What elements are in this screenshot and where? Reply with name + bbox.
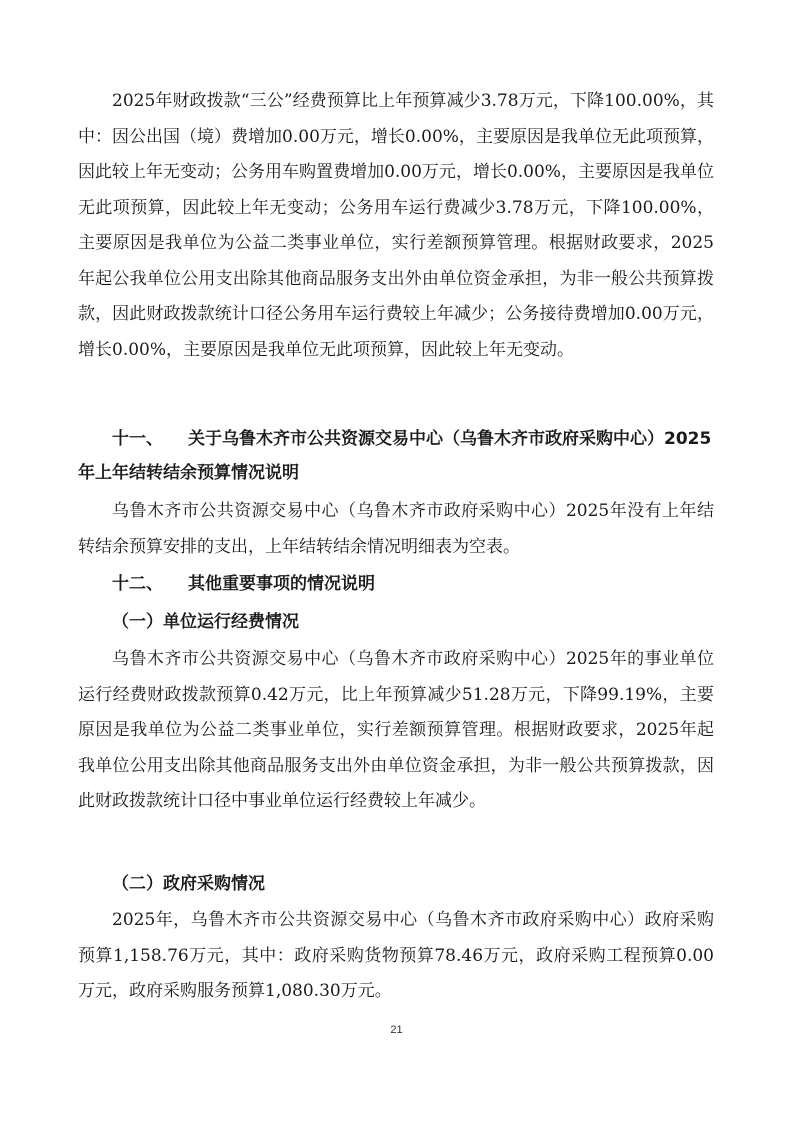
page-number: 21 [390,1024,403,1036]
section-11-title: 关于乌鲁木齐市公共资源交易中心（乌鲁木齐市政府采购中心）2025年上年结转结余预算情况说明 [78,429,712,483]
section-12-number: 十二、 [112,574,163,594]
section-12-heading [78,567,714,601]
subsection-operating-expenses-heading: （一）单位运行经费情况 [112,612,299,632]
subsection-procurement-heading: （二）政府采购情况 [112,874,265,894]
section-12-title: 其他重要事项的情况说明 [188,574,375,594]
section-11-number: 十一、 [112,429,163,449]
paragraph-carryover: 乌鲁木齐市公共资源交易中心（乌鲁木齐市政府采购中心）2025年没有上年结转结余预算安排的支出，上年结转结余情况明细表为空表。 [78,501,714,557]
section-11-heading [78,422,714,490]
paragraph-procurement: 2025年，乌鲁木齐市公共资源交易中心（乌鲁木齐市政府采购中心）政府采购预算1,158.76万元，其中：政府采购货物预算78.46万元，政府采购工程预算0.00万元，政府采购服务预算1,080.30万元。 [78,910,714,1001]
paragraph-operating-expenses: 乌鲁木齐市公共资源交易中心（乌鲁木齐市政府采购中心）2025年的事业单位运行经费财政拨款预算0.42万元，比上年预算减少51.28万元，下降99.19%，主要原因是我单位为公益二类事业单位，实行差额预算管理。根据财政要求，2025年起我单位公用支出除其他商品服务支出外由单位资金承担，为非一般公共预算拨款，因此财政拨款统计口径中事业单位运行经费较上年减少。 [78,649,714,811]
paragraph-three-public-expenses: 2025年财政拨款“三公”经费预算比上年预算减少3.78万元，下降100.00%，其中：因公出国（境）费增加0.00万元，增长0.00%，主要原因是我单位无此项预算，因此较上年无变动；公务用车购置费增加0.00万元，增长0.00%，主要原因是我单位无此项预算，因此较上年无变动；公务用车运行费减少3.78万元，下降100.00%，主要原因是我单位为公益二类事业单位，实行差额预算管理。根据财政要求，2025年起公我单位公用支出除其他商品服务支出外由单位资金承担，为非一般公共预算拨款，因此财政拨款统计口径公务用车运行费较上年减少；公务接待费增加0.00万元，增长0.00%，主要原因是我单位无此项预算，因此较上年无变动。 [78,91,714,360]
